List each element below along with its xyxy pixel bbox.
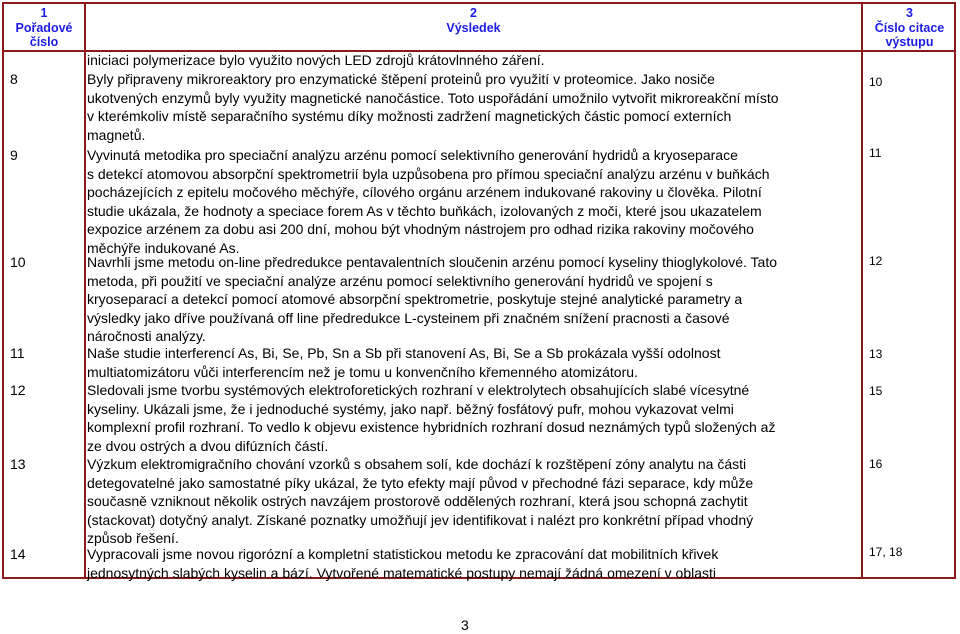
table-row: Byly připraveny mikroreaktory pro enzymatické štěpení proteinů pro využití v proteomice. Jako nosiče ukotvených enzymů byly využity magnetické nanočástice. Toto uspořádání umožnilo vytvořit mikroreakční místo v kterémkoliv místě separačního systému díky možnosti zadržení magnetických částic pomocí externích magnetů.	[87, 71, 779, 143]
header-col-order: 1 Pořadové číslo	[15, 6, 73, 49]
row-number: 9	[10, 147, 18, 163]
page-number: 3	[461, 617, 469, 633]
table-row: Navrhli jsme metodu on-line předredukce pentavalentních sloučenin arzénu pomocí kyseliny thioglykolové. Tato metoda, při použití ve speciační analýze arzénu pomocí selektivního generování hydridů ve spojení s kryoseparací a detekcí pomocí atomové absorpční spektrometrie, poskytuje stejné analytické parametry a výsledky jako dříve používaná off line předredukce L-cysteinem při značném snížení pracnosti a časové náročnosti analýzy.	[87, 254, 778, 344]
citation-number: 11	[869, 146, 882, 160]
citation-number: 17, 18	[869, 545, 903, 559]
table-row: Vyvinutá metodika pro speciační analýzu arzénu pomocí selektivního generování hydridů a kryoseparace s detekcí atomovou absorpční spektrometrií byla uzpůsobena pro přímou speciační analýzu arzénu v buňkách pocházejících z epitelu močového měchýře, cílového orgánu arzénem indukované rakoviny u člověka. Pilotní studie ukázala, že hodnoty a speciace forem As v těchto buňkách, izolovaných z moči, které jsou ukazatelem expozice arzénem za dobu asi 200 dní, mohou být vhodným nástrojem pro odhad rizika rakoviny močového měchýře indukované As.	[87, 147, 770, 256]
row-number: 10	[10, 254, 26, 270]
header-col-citation: 3 Číslo citace výstupu	[874, 6, 945, 49]
row-number: 8	[10, 71, 18, 87]
citation-number: 13	[869, 347, 883, 361]
citation-number: 12	[869, 254, 883, 268]
row-number: 14	[10, 546, 26, 562]
row-number: 12	[10, 382, 26, 398]
table-row: Naše studie interferencí As, Bi, Se, Pb, Sn a Sb při stanovení As, Bi, Se a Sb prokázala vyšší odolnost multiatomizátoru vůči interferencím než je tomu u konvenčního křemenného atomizátoru.	[87, 345, 721, 380]
header-col-result: 2 Výsledek	[446, 6, 501, 35]
citation-number: 10	[869, 75, 883, 89]
row-number: 13	[10, 456, 26, 472]
table-row: iniciaci polymerizace bylo využito nových LED zdrojů krátovlnného záření.	[87, 52, 545, 68]
row-number: 11	[10, 345, 25, 361]
citation-number: 15	[869, 384, 883, 398]
table-row: Vypracovali jsme novou rigorózní a kompletní statistickou metodu ke zpracování dat mobilitních křivek jednosytných slabých kyselin a bází. Vytvořené matematické postupy nemají žádná omezení v oblasti	[87, 546, 719, 581]
table-row: Sledovali jsme tvorbu systémových elektroforetických rozhraní v elektrolytech obsahujících slabé vícesytné kyseliny. Ukázali jsme, že i jednoduché systémy, jako např. běžný fosfátový pufr, mohou vykazovat velmi komplexní profil rozhraní. To vedlo k objevu existence hybridních rozhraní dosud neznámých typů složených až ze dvou ostrých a dvou difúzních částí.	[87, 382, 776, 454]
table-row: Výzkum elektromigračního chování vzorků s obsahem solí, kde dochází k rozštěpení zóny analytu na části detegovatelné jako samostatné píky ukázal, že tyto efekty mají původ v přechodné fázi separace, kdy může současně vzniknout několik ostrých navzájem prostorově oddělených rozhraní, která jsou schopná zachytit (stackovat) dotyčný analyt. Získané poznatky umožňují jev identifikovat i nalézt pro konkrétní případ vhodný způsob řešení.	[87, 456, 754, 546]
column-divider-1	[84, 2, 86, 579]
citation-number: 16	[869, 457, 883, 471]
